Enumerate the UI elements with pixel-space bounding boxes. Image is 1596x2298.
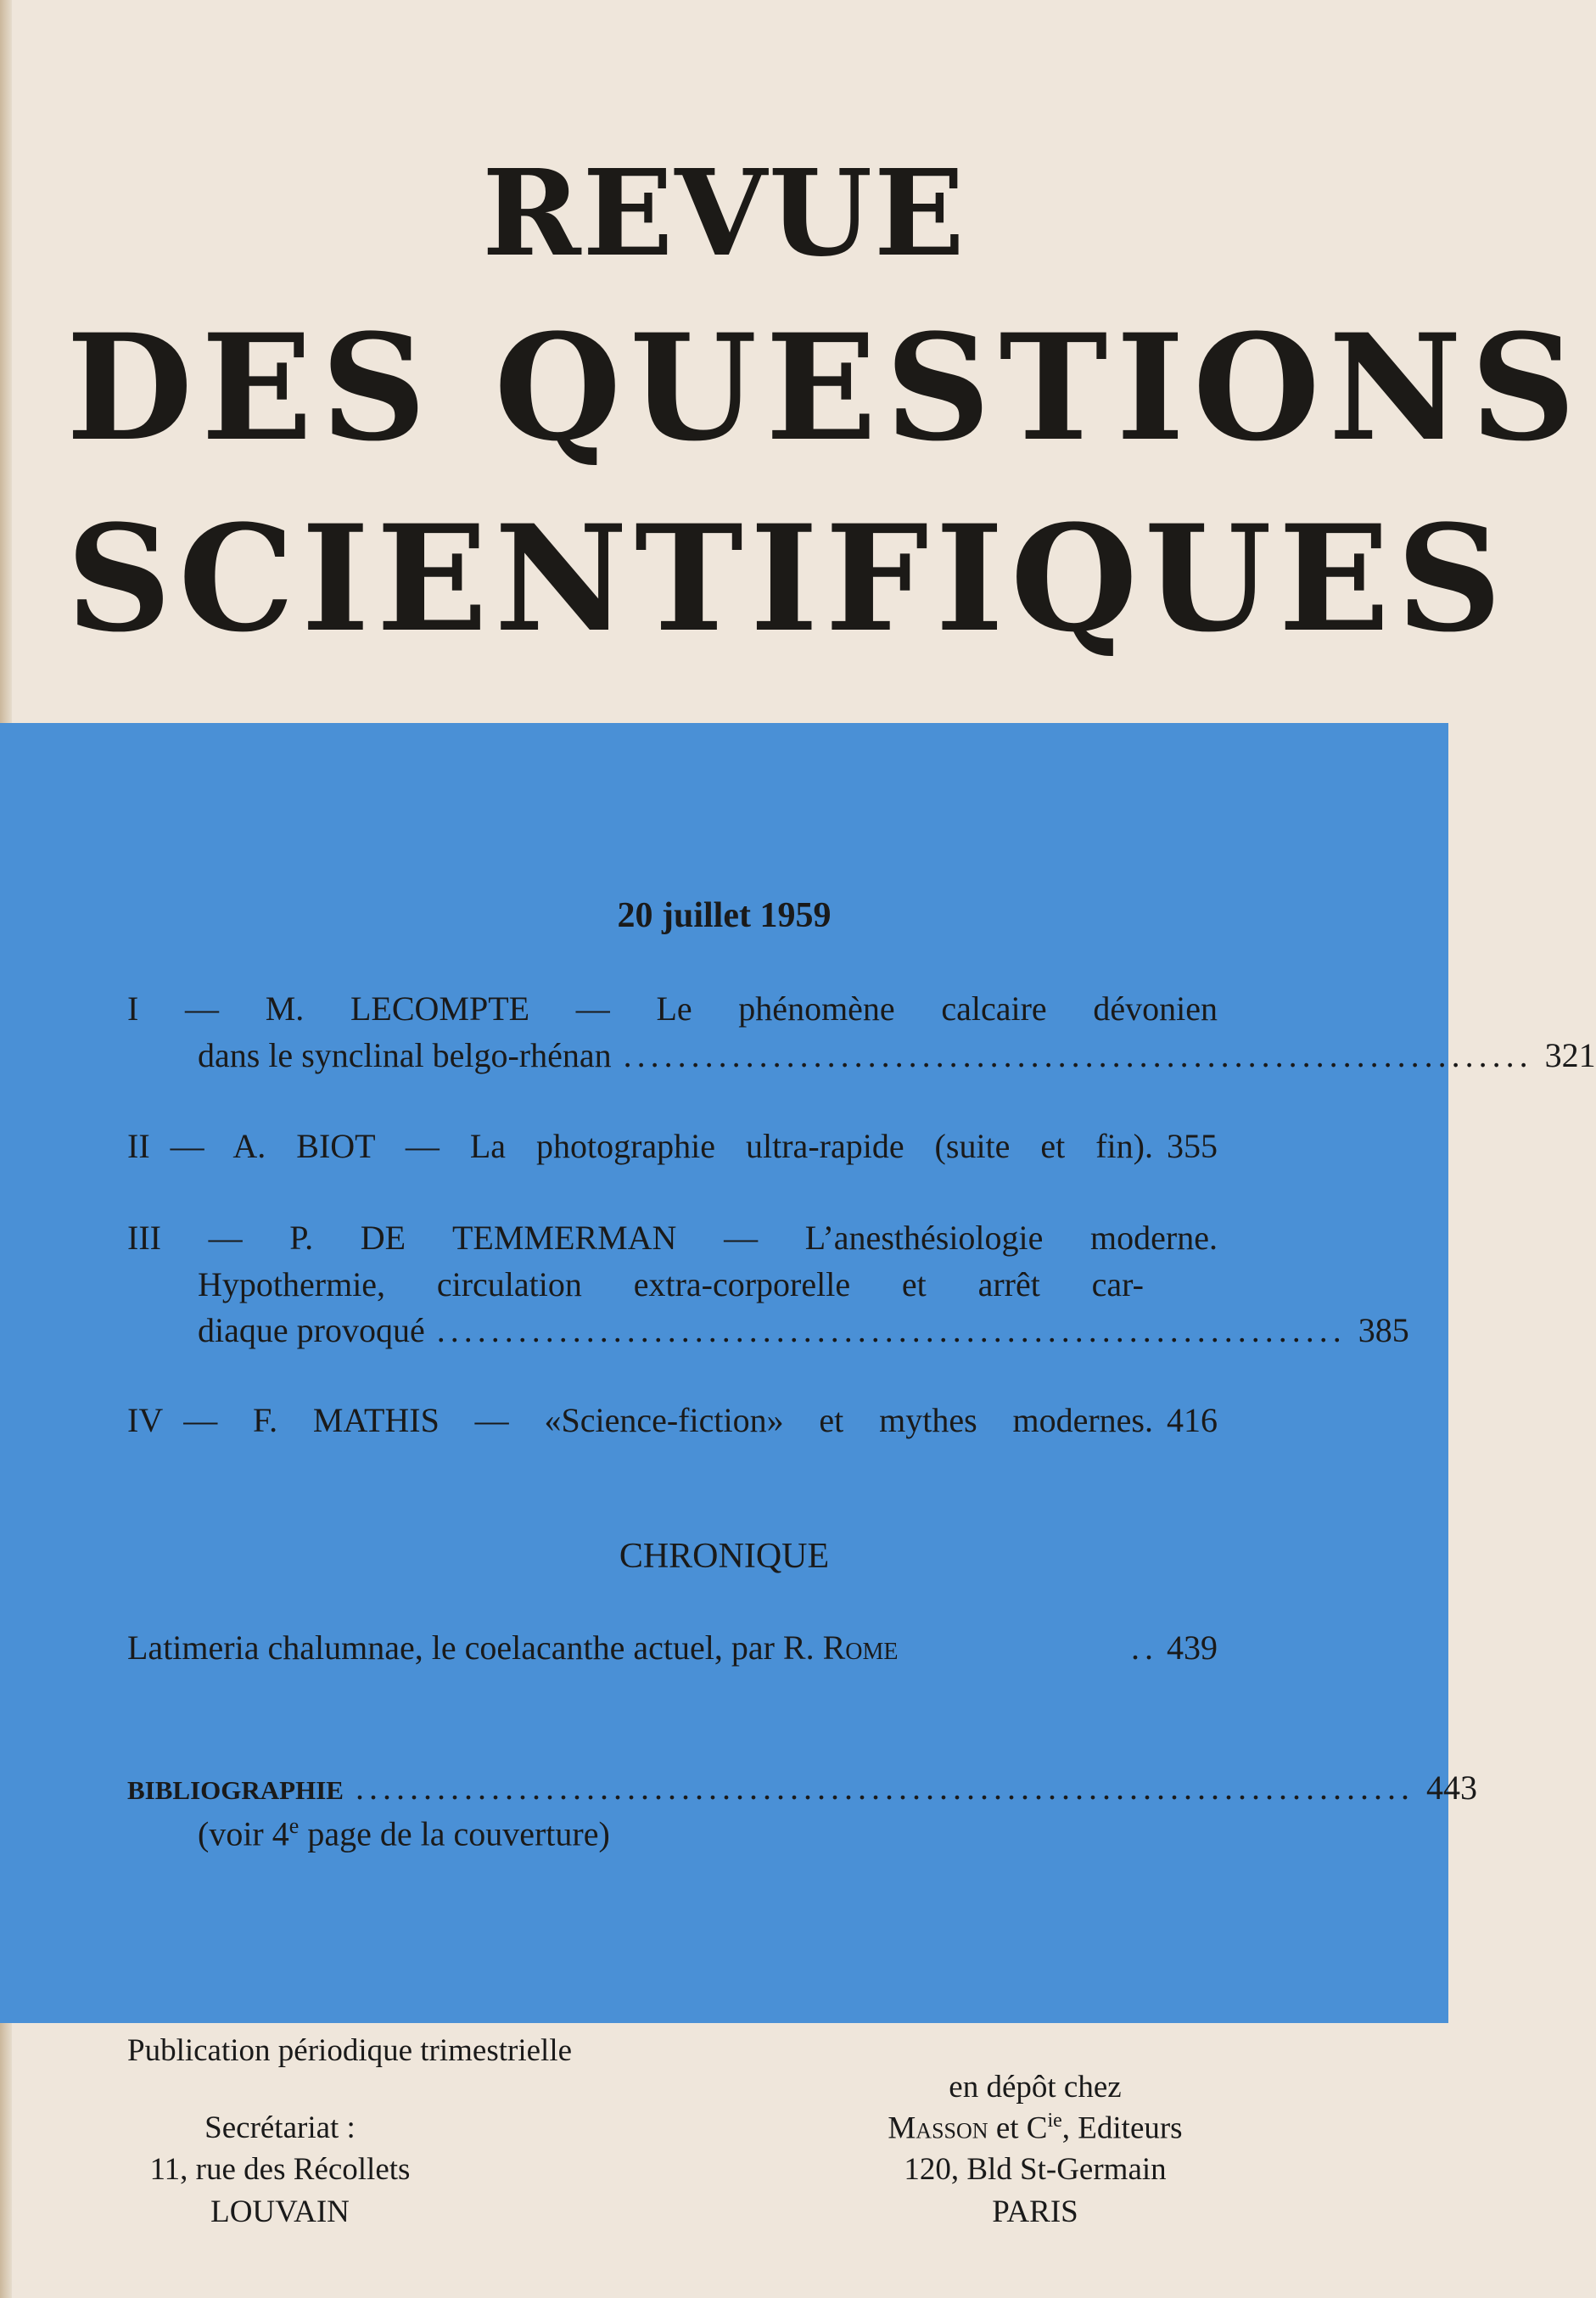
masthead-line-2: DES QUESTIONS [66, 301, 1585, 474]
contents-entry-4 [127, 1400, 1218, 1440]
chronique-page: 439 [1167, 1628, 1218, 1667]
entry-title: — P. DE TEMMERMAN — L’anesthésiologie moderne. [208, 1219, 1218, 1257]
contents-entry-1 [127, 989, 1218, 1028]
chronique-text: Latimeria chalumnae, le coelacanthe actuel, par R. [127, 1628, 815, 1667]
note-text: page de la couverture) [299, 1814, 610, 1853]
entry-page: 385 [1358, 1311, 1409, 1349]
entry-number: IV [127, 1401, 164, 1439]
leader-dots: ................................................................... [436, 1311, 1347, 1349]
secretariat-label: Secrétariat : [204, 2110, 356, 2145]
contents-entry-1-line-2 [198, 1035, 1596, 1075]
secretariat-city: LOUVAIN [210, 2194, 350, 2229]
entry-title: — F. MATHIS — «Science-fiction» et mythes modernes. [183, 1401, 1153, 1439]
note-superscript: e [288, 1813, 300, 1838]
note-text: (voir 4 [198, 1814, 289, 1853]
bibliographie-label: BIBLIOGRAPHIE [127, 1775, 344, 1805]
publisher-city: PARIS [992, 2194, 1078, 2229]
bibliographie-note [198, 1813, 610, 1853]
publisher-address: 120, Bld St-Germain [904, 2152, 1167, 2187]
masthead-line-3: SCIENTIFIQUES [66, 492, 1509, 664]
entry-number: III [127, 1219, 161, 1257]
entry-title: — A. BIOT — La photographie ultra-rapide (suite et fin). [170, 1127, 1153, 1165]
publisher-name [857, 2110, 1213, 2146]
publisher-surname: Masson [888, 2110, 988, 2146]
entry-title: — M. LECOMPTE — Le phénomène calcaire dévonien [185, 989, 1218, 1028]
leader-dots: ................................................................... [623, 1036, 1533, 1074]
publisher-et: et C [988, 2110, 1048, 2146]
contents-entry-3 [127, 1218, 1218, 1258]
leader-dots: .. [1131, 1628, 1158, 1667]
publisher-superscript: ie [1047, 2110, 1062, 2132]
entry-title-cont: dans le synclinal belgo-rhénan [198, 1036, 612, 1074]
bibliographie-page: 443 [1425, 1768, 1477, 1807]
bibliographie-entry [127, 1768, 1477, 1808]
publisher-suffix: , Editeurs [1061, 2110, 1183, 2146]
entry-page: 321 [1544, 1036, 1596, 1074]
entry-title-cont: Hypothermie, circulation extra-corporelle et arrêt car- [198, 1265, 1144, 1303]
entry-page: 355 [1167, 1127, 1218, 1165]
chronique-author: Rome [822, 1628, 899, 1667]
entry-number: II [127, 1127, 150, 1165]
chronique-entry [127, 1628, 1218, 1667]
contents-entry-3-line-2 [198, 1264, 1144, 1304]
entry-title-cont: diaque provoqué [198, 1311, 425, 1349]
secretariat-address: 11, rue des Récollets [149, 2152, 411, 2187]
entry-number: I [127, 989, 139, 1028]
leader-dots: .............................................................................. [355, 1768, 1414, 1807]
issue-date: 20 juillet 1959 [617, 896, 832, 935]
contents-entry-3-line-3 [198, 1310, 1409, 1350]
chronique-heading: CHRONIQUE [619, 1537, 830, 1576]
periodicity: Publication périodique trimestrielle [127, 2033, 573, 2068]
contents-entry-2 [127, 1126, 1218, 1166]
entry-page: 416 [1167, 1401, 1218, 1439]
masthead-line-1: REVUE [482, 144, 966, 283]
depot-label: en dépôt chez [949, 2070, 1122, 2105]
